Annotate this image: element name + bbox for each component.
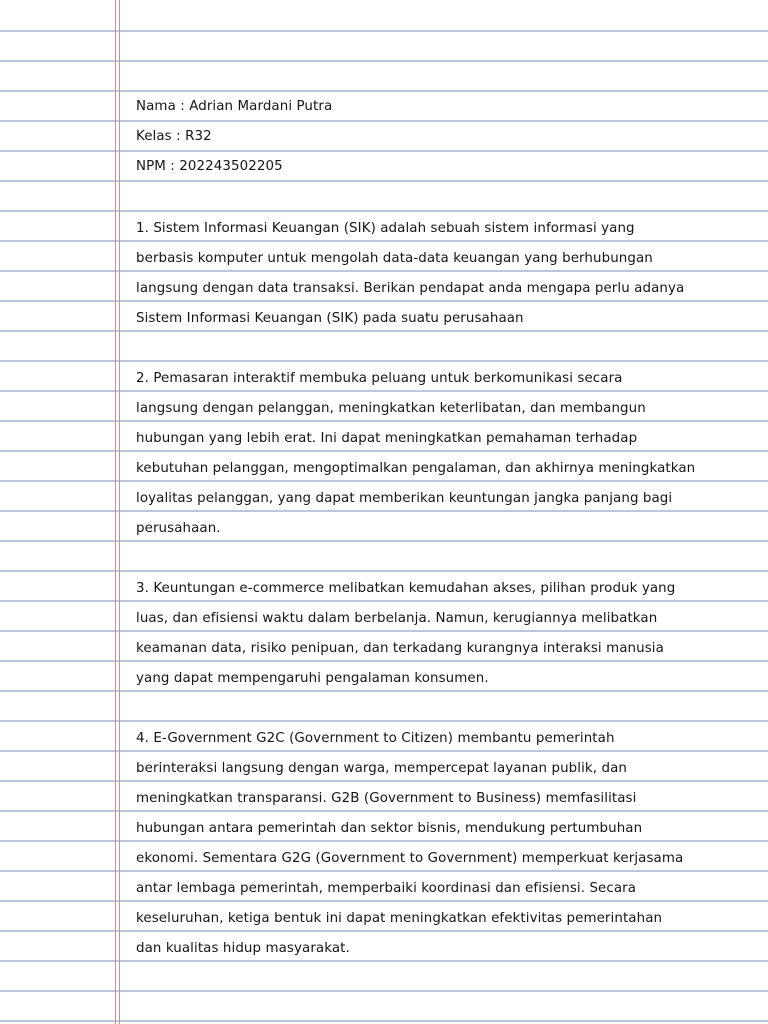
answer-line: 2. Pemasaran interaktif membuka peluang untuk berkomunikasi secara (136, 371, 623, 386)
name-line: Nama : Adrian Mardani Putra (136, 99, 333, 114)
answer-line: loyalitas pelanggan, yang dapat memberikan keuntungan jangka panjang bagi (136, 491, 673, 506)
answer-line: antar lembaga pemerintah, memperbaiki koordinasi dan efisiensi. Secara (136, 881, 637, 896)
answer-line: langsung dengan data transaksi. Berikan pendapat anda mengapa perlu adanya (136, 281, 685, 296)
answer-line: Sistem Informasi Keuangan (SIK) pada suatu perusahaan (136, 311, 524, 326)
answer-line: 1. Sistem Informasi Keuangan (SIK) adalah sebuah sistem informasi yang (136, 221, 635, 236)
answer-line: keseluruhan, ketiga bentuk ini dapat meningkatkan efektivitas pemerintahan (136, 911, 663, 926)
answer-line: yang dapat mempengaruhi pengalaman konsumen. (136, 671, 489, 686)
answer-line: hubungan yang lebih erat. Ini dapat meningkatkan pemahaman terhadap (136, 431, 638, 446)
answer-line: berbasis komputer untuk mengolah data-data keuangan yang berhubungan (136, 251, 653, 266)
margin-line-right (119, 0, 120, 1024)
answer-line: luas, dan efisiensi waktu dalam berbelanja. Namun, kerugiannya melibatkan (136, 611, 658, 626)
class-line: Kelas : R32 (136, 129, 212, 144)
answer-line: hubungan antara pemerintah dan sektor bisnis, mendukung pertumbuhan (136, 821, 643, 836)
answer-line: berinteraksi langsung dengan warga, mempercepat layanan publik, dan (136, 761, 627, 776)
answer-line: langsung dengan pelanggan, meningkatkan keterlibatan, dan membangun (136, 401, 646, 416)
margin-line-left (115, 0, 116, 1024)
answer-line: dan kualitas hidup masyarakat. (136, 941, 350, 956)
answer-line: meningkatkan transparansi. G2B (Government to Business) memfasilitasi (136, 791, 637, 806)
answer-line: keamanan data, risiko penipuan, dan terkadang kurangnya interaksi manusia (136, 641, 664, 656)
answer-line: perusahaan. (136, 521, 221, 536)
npm-line: NPM : 202243502205 (136, 159, 283, 174)
answer-line: kebutuhan pelanggan, mengoptimalkan pengalaman, dan akhirnya meningkatkan (136, 461, 696, 476)
answer-line: ekonomi. Sementara G2G (Government to Government) memperkuat kerjasama (136, 851, 684, 866)
answer-line: 3. Keuntungan e-commerce melibatkan kemudahan akses, pilihan produk yang (136, 581, 676, 596)
answer-line: 4. E-Government G2C (Government to Citizen) membantu pemerintah (136, 731, 615, 746)
